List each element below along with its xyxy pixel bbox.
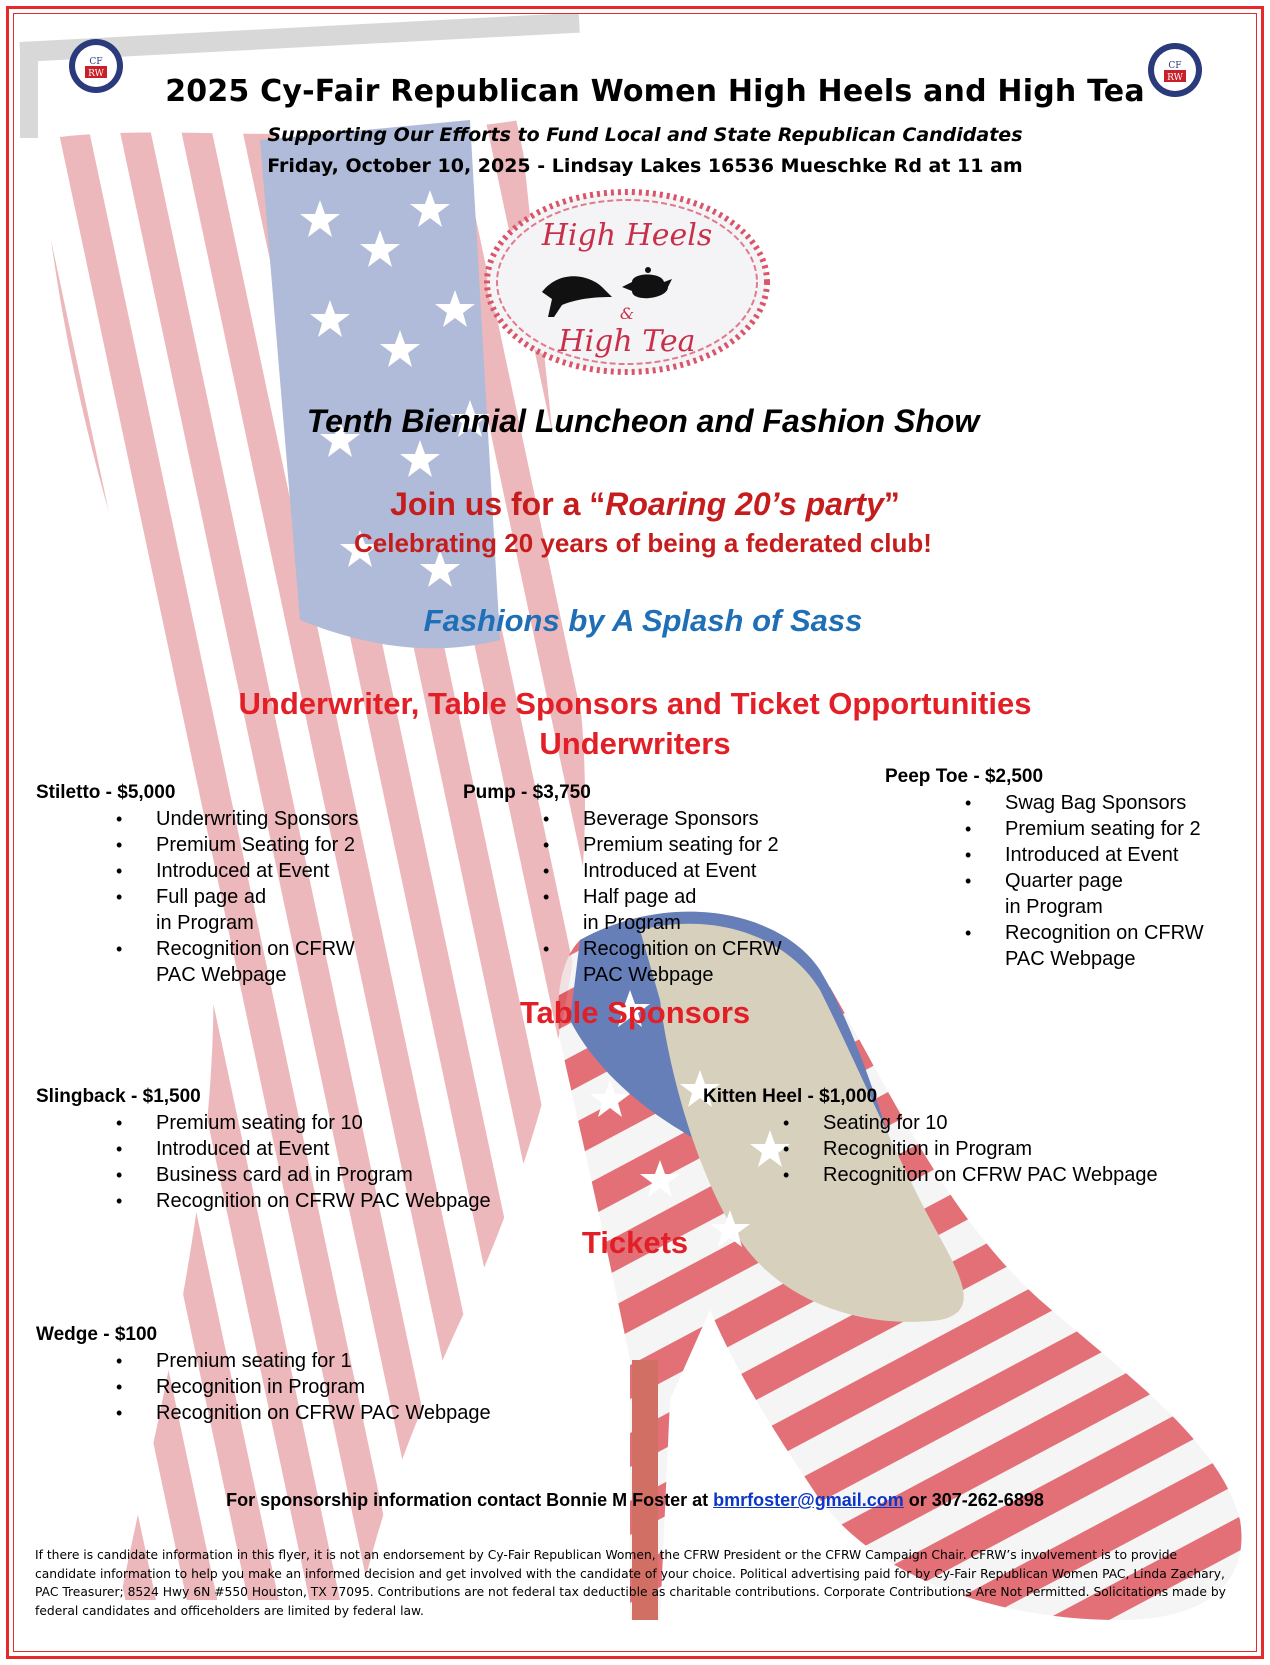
party-prefix: Join us for a “: [390, 486, 606, 522]
page-subtitle: Supporting Our Efforts to Fund Local and State Republican Candidates: [267, 124, 1023, 146]
tier-title: Stiletto - $5,000: [36, 782, 176, 803]
tier-title: Pump - $3,750: [463, 782, 591, 803]
contact-prefix: For sponsorship information contact Bonnie M Foster at: [226, 1490, 714, 1510]
high-heels-high-tea-logo: [482, 187, 772, 377]
contact-line: [0, 1490, 1270, 1511]
tier-wedge: [36, 1322, 596, 1426]
seal-top-text: CF: [89, 57, 103, 67]
tier-title: Peep Toe - $2,500: [885, 766, 1044, 787]
event-date-location: Friday, October 10, 2025 - Lindsay Lakes 16536 Mueschke Rd at 11 am: [267, 155, 1023, 177]
list-item: • Recognition on CFRW PAC Webpage: [36, 1188, 596, 1214]
list-item: • Introduced at Event: [463, 858, 843, 884]
tier-kitten-heel: [703, 1084, 1243, 1188]
party-suffix: ”: [883, 486, 900, 522]
list-item: • Recognition in Program: [36, 1374, 596, 1400]
seal-bottom-text: RW: [88, 69, 104, 79]
tier-title: Kitten Heel - $1,000: [703, 1086, 878, 1107]
tier-stiletto: [36, 780, 496, 988]
list-item: • Half page ad in Program: [463, 884, 843, 936]
list-item: • Recognition on CFRW PAC Webpage: [36, 936, 496, 988]
list-item: • Recognition on CFRW PAC Webpage: [463, 936, 843, 988]
tier-pump: [463, 780, 843, 988]
luncheon-heading: Tenth Biennial Luncheon and Fashion Show: [306, 403, 980, 439]
list-item: • Recognition on CFRW PAC Webpage: [703, 1162, 1243, 1188]
list-item: • Premium seating for 10: [36, 1110, 596, 1136]
list-item: • Recognition on CFRW PAC Webpage: [36, 1400, 596, 1426]
celebration-heading: Celebrating 20 years of being a federated club!: [354, 528, 932, 558]
logo-amp: &: [619, 304, 635, 323]
list-item: • Recognition on CFRW PAC Webpage: [885, 920, 1255, 972]
list-item: • Premium seating for 2: [463, 832, 843, 858]
contact-email-link[interactable]: bmrfoster@gmail.com: [713, 1490, 904, 1510]
contact-suffix: or 307-262-6898: [903, 1490, 1044, 1510]
legal-disclaimer: If there is candidate information in this flyer, it is not an endorsement by Cy-Fair Republican Women, the CFRW President or the CFRW Campaign Chair. CFRW’s involvement is to provide candidate information to help you make an informed decision and get involved with the candidate of your choice. Political advertising paid for by Cy-Fair Republican Women PAC, Linda Zachary, PAC Treasurer; 8524 Hwy 6N #550 Houston, TX 77095. Contributions are not federal tax deductible as charitable contributions. Corporate Contributions Are Not Permitted. Solicitations made by federal candidates and officeholders are limited by federal law.: [35, 1548, 1226, 1618]
list-item: • Seating for 10: [703, 1110, 1243, 1136]
seal-top-text: CF: [1168, 61, 1182, 71]
list-item: • Premium seating for 1: [36, 1348, 596, 1374]
tier-peep-toe: [885, 764, 1255, 972]
party-name: Roaring 20’s party: [605, 486, 884, 522]
table-sponsors-heading: Table Sponsors: [519, 995, 751, 1030]
list-item: • Quarter page in Program: [885, 868, 1255, 920]
list-item: • Introduced at Event: [885, 842, 1255, 868]
list-item: • Premium Seating for 2: [36, 832, 496, 858]
list-item: • Beverage Sponsors: [463, 806, 843, 832]
opportunities-heading: Underwriter, Table Sponsors and Ticket Opportunities: [238, 686, 1032, 721]
list-item: • Recognition in Program: [703, 1136, 1243, 1162]
tickets-heading: Tickets: [581, 1225, 689, 1260]
list-item: • Business card ad in Program: [36, 1162, 596, 1188]
tier-title: Wedge - $100: [36, 1324, 158, 1345]
list-item: • Introduced at Event: [36, 1136, 596, 1162]
list-item: • Introduced at Event: [36, 858, 496, 884]
list-item: • Premium seating for 2: [885, 816, 1255, 842]
tier-title: Slingback - $1,500: [36, 1086, 201, 1107]
logo-line2: High Tea: [558, 324, 696, 359]
logo-line1: High Heels: [541, 218, 713, 253]
seal-bottom-text: RW: [1167, 73, 1183, 83]
list-item: • Full page ad in Program: [36, 884, 496, 936]
list-item: • Underwriting Sponsors: [36, 806, 496, 832]
list-item: • Swag Bag Sponsors: [885, 790, 1255, 816]
fashion-heading: Fashions by A Splash of Sass: [423, 603, 863, 638]
tier-slingback: [36, 1084, 596, 1214]
underwriters-heading: Underwriters: [539, 726, 731, 761]
party-heading: [10, 486, 1270, 523]
page-title: 2025 Cy-Fair Republican Women High Heels and High Tea: [165, 74, 1145, 109]
